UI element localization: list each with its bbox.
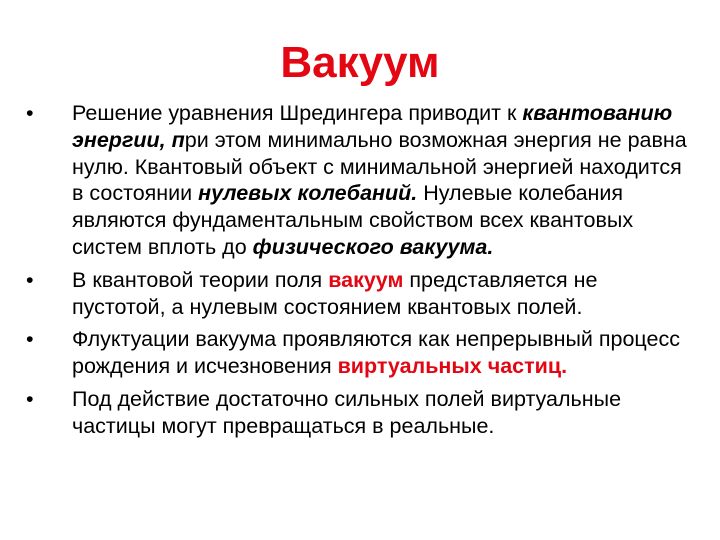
slide-title: Вакуум: [280, 38, 440, 87]
bullet-marker: •: [26, 101, 34, 125]
bullet-text-emphasis: квантованию энергии, п: [72, 101, 673, 152]
bullet-text-segment: В квантовой теории поля: [72, 267, 329, 292]
bullet-item-2: [26, 267, 690, 321]
bullet-text-segment: Решение уравнения Шредингера приводит к: [72, 101, 523, 125]
bullet-item-4: [26, 386, 690, 440]
bullet-text-segment: представляется не пустотой, а нулевым состоянием квантовых полей.: [72, 267, 598, 319]
bullet-text-segment: Нулевые колебания являются фундаментальным свойством всех квантовых систем вплоть до: [72, 181, 634, 259]
bullet-marker: •: [26, 327, 34, 352]
bullet-text-segment: ри этом минимально возможная энергия не равна нулю. Квантовый объект с минимальной энергией находится в состоянии: [72, 127, 687, 206]
bullet-item-1: [26, 100, 690, 261]
bullet-text-highlight: вакуум: [328, 267, 404, 292]
bullet-text-segment: Под действие достаточно сильных полей виртуальные частицы могут превращаться в реальные.: [72, 386, 622, 438]
bullet-text-highlight: виртуальных частиц.: [337, 354, 568, 379]
bullet-text-segment: Флуктуации вакуума проявляются как непрерывный процесс рождения и исчезновения: [72, 327, 680, 379]
bullet-marker: •: [26, 267, 34, 292]
bullet-item-3: [26, 326, 690, 380]
bullet-list: [26, 100, 690, 446]
bullet-text-emphasis: физического вакуума.: [252, 234, 494, 259]
bullet-marker: •: [26, 386, 34, 411]
bullet-text-emphasis: нулевых колебаний.: [198, 181, 418, 206]
